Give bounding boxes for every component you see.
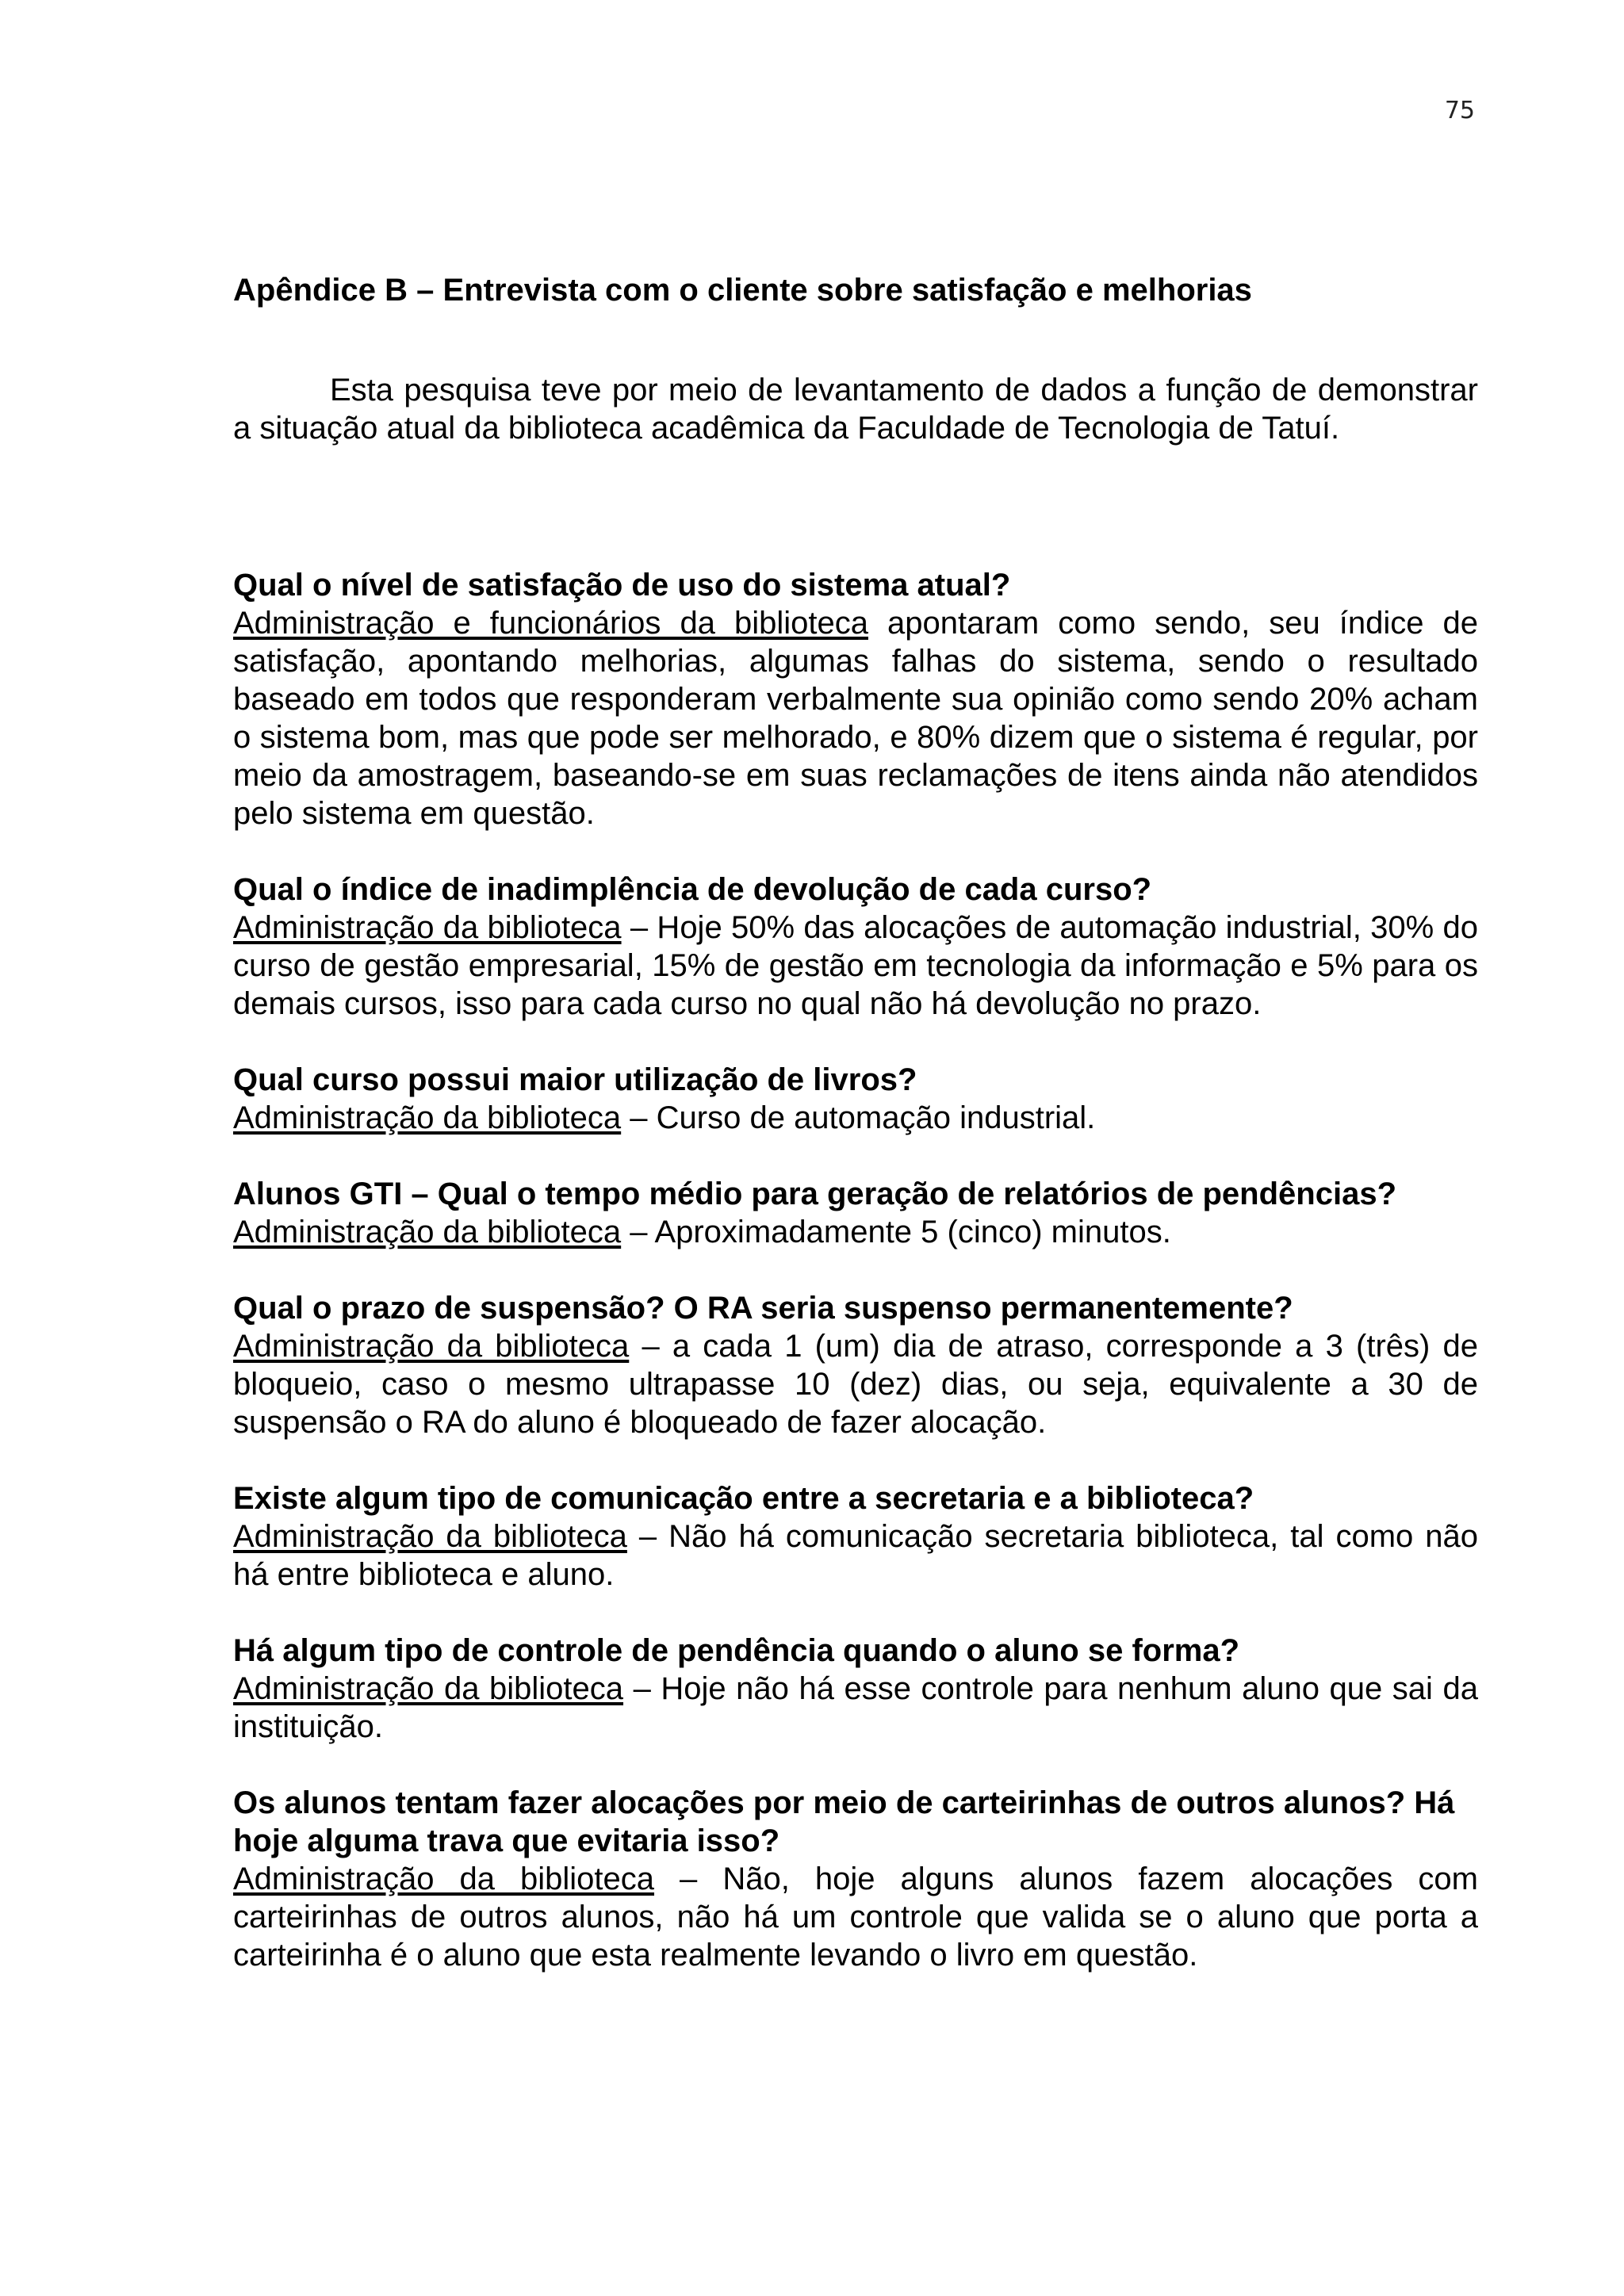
answer bbox=[233, 909, 1478, 1023]
appendix-title: Apêndice B – Entrevista com o cliente sobre satisfação e melhorias bbox=[233, 273, 1252, 308]
answer bbox=[233, 1860, 1478, 1974]
answer-text: – Curso de automação industrial. bbox=[621, 1100, 1096, 1135]
qa-item bbox=[233, 1632, 1478, 1746]
question: Qual o prazo de suspensão? O RA seria suspenso permanentemente? bbox=[233, 1291, 1293, 1326]
question: Qual o índice de inadimplência de devolução de cada curso? bbox=[233, 872, 1152, 907]
answer-speaker: Administração da biblioteca bbox=[233, 1215, 622, 1249]
intro-paragraph: Esta pesquisa teve por meio de levantamento de dados a função de demonstrar a situação atual da biblioteca acadêmica da Faculdade de Tecnologia de Tatuí. bbox=[233, 373, 1478, 446]
answer-speaker: Administração da biblioteca bbox=[233, 910, 622, 945]
answer-speaker: Administração da biblioteca bbox=[233, 1329, 630, 1364]
qa-item bbox=[233, 1784, 1478, 1974]
qa-item bbox=[233, 1175, 1478, 1251]
page-number: 75 bbox=[1444, 97, 1475, 124]
answer-speaker: Administração da biblioteca bbox=[233, 1671, 624, 1706]
qa-item bbox=[233, 566, 1478, 832]
answer bbox=[233, 1099, 1478, 1137]
qa-item bbox=[233, 1289, 1478, 1441]
question: Os alunos tentam fazer alocações por meio de carteirinhas de outros alunos? Há hoje alguma trava que evitaria isso? bbox=[233, 1785, 1455, 1858]
qa-item bbox=[233, 871, 1478, 1023]
answer-text: – Hoje não há esse controle para nenhum aluno que sai da instituição. bbox=[233, 1671, 1478, 1744]
qa-item bbox=[233, 1061, 1478, 1137]
answer-speaker: Administração da biblioteca bbox=[233, 1519, 627, 1554]
answer bbox=[233, 1670, 1478, 1746]
answer bbox=[233, 1517, 1478, 1594]
question: Há algum tipo de controle de pendência quando o aluno se forma? bbox=[233, 1633, 1240, 1668]
answer-speaker: Administração da biblioteca bbox=[233, 1100, 622, 1135]
question: Qual curso possui maior utilização de livros? bbox=[233, 1062, 917, 1097]
question: Qual o nível de satisfação de uso do sistema atual? bbox=[233, 568, 1011, 603]
answer-text: – a cada 1 (um) dia de atraso, corresponde a 3 (três) de bloqueio, caso o mesmo ultrapasse 10 (dez) dias, ou seja, equivalente a 30 de suspensão o RA do aluno é bloqueado de fazer alocação. bbox=[233, 1329, 1478, 1440]
answer-text: – Não há comunicação secretaria biblioteca, tal como não há entre biblioteca e aluno. bbox=[233, 1519, 1478, 1592]
answer bbox=[233, 1327, 1478, 1441]
answer-text: – Aproximadamente 5 (cinco) minutos. bbox=[621, 1215, 1171, 1249]
answer-text: apontaram como sendo, seu índice de satisfação, apontando melhorias, algumas falhas do sistema, sendo o resultado baseado em todos que responderam verbalmente sua opinião como sendo 20% acham o sistema bom, mas que pode ser melhorado, e 80% dizem que o sistema é regular, por meio da amostragem, baseando-se em suas reclamações de itens ainda não atendidos pelo sistema em questão. bbox=[233, 606, 1478, 831]
answer bbox=[233, 1213, 1478, 1251]
answer-speaker: Administração da biblioteca bbox=[233, 1862, 655, 1896]
qa-item bbox=[233, 1479, 1478, 1594]
answer-text: – Hoje 50% das alocações de automação industrial, 30% do curso de gestão empresarial, 15% de gestão em tecnologia da informação e 5% para os demais cursos, isso para cada curso no qual não há devolução no prazo. bbox=[233, 910, 1478, 1021]
document-body bbox=[233, 271, 1478, 2012]
question: Existe algum tipo de comunicação entre a secretaria e a biblioteca? bbox=[233, 1481, 1254, 1516]
answer-speaker: Administração e funcionários da biblioteca bbox=[233, 606, 868, 641]
answer-text: – Não, hoje alguns alunos fazem alocações com carteirinhas de outros alunos, não há um controle que valida se o aluno que porta a carteirinha é o aluno que esta realmente levando o livro em questão. bbox=[233, 1862, 1478, 1973]
question: Alunos GTI – Qual o tempo médio para geração de relatórios de pendências? bbox=[233, 1177, 1397, 1211]
answer bbox=[233, 604, 1478, 832]
